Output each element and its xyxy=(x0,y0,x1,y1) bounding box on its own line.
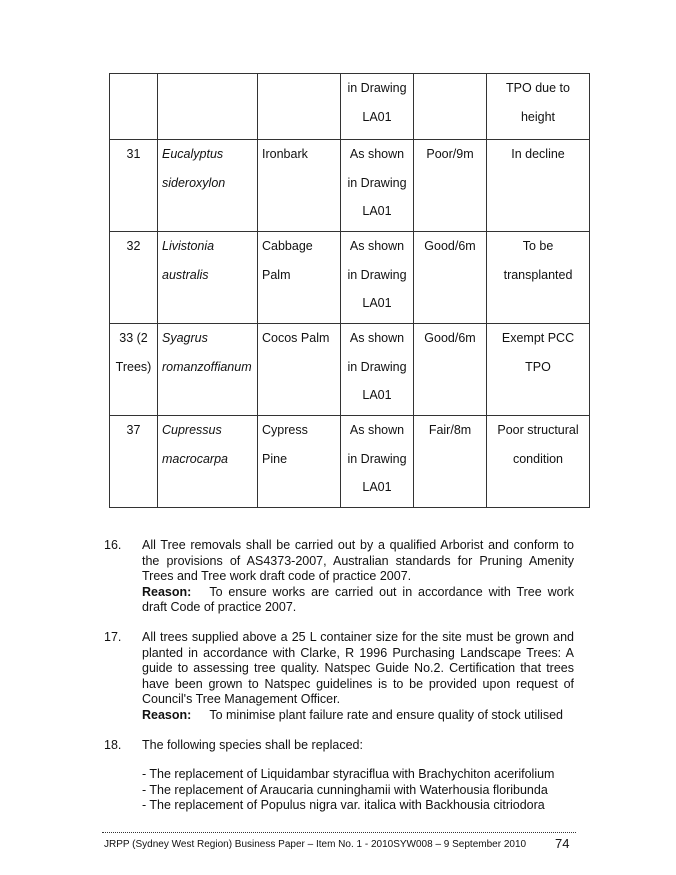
comment-cell xyxy=(487,140,590,232)
replacement-item: - The replacement of Populus nigra var. italica with Backhousia citriodora xyxy=(142,798,545,813)
location-cell xyxy=(341,140,414,232)
tree-number-cell xyxy=(110,140,158,232)
cell-text: Pine xyxy=(262,451,288,466)
reason xyxy=(142,585,574,616)
cell-text: 32 xyxy=(126,239,141,253)
reason-label: Reason: xyxy=(142,707,192,722)
cell-text: LA01 xyxy=(362,204,392,218)
condition-cell xyxy=(414,324,487,416)
cell-text: Good/6m xyxy=(424,239,476,253)
cell-text: Poor structural xyxy=(497,423,579,437)
cell-text: LA01 xyxy=(362,480,392,494)
cell-text: transplanted xyxy=(503,267,573,282)
table-row xyxy=(110,74,590,140)
table-row xyxy=(110,232,590,324)
cell-text: As shown xyxy=(349,331,405,345)
condition-cell xyxy=(414,232,487,324)
cell-text: 33 (2 xyxy=(119,331,148,345)
table-row xyxy=(110,416,590,508)
item-number: 18. xyxy=(104,737,122,752)
cell-text: in Drawing xyxy=(347,451,407,466)
cell-text: Exempt PCC xyxy=(501,331,575,345)
cell-text: romanzoffianum xyxy=(162,359,252,374)
cell-text: Eucalyptus xyxy=(162,147,224,161)
location-cell xyxy=(341,232,414,324)
cell-text: 31 xyxy=(126,147,141,161)
condition-item-17 xyxy=(104,630,574,724)
cell-text: in Drawing xyxy=(347,359,407,374)
common-name-cell xyxy=(258,74,341,140)
condition-cell xyxy=(414,416,487,508)
species-cell xyxy=(158,232,258,324)
table-row xyxy=(110,324,590,416)
cell-text: Trees) xyxy=(115,359,152,374)
comment-cell xyxy=(487,324,590,416)
replacement-item: - The replacement of Liquidambar styraciflua with Brachychiton acerifolium xyxy=(142,767,555,782)
cell-text: Syagrus xyxy=(162,331,208,345)
species-cell xyxy=(158,324,258,416)
cell-text: Fair/8m xyxy=(428,423,472,437)
cell-text: 37 xyxy=(126,423,141,437)
species-cell xyxy=(158,140,258,232)
replacement-item: - The replacement of Araucaria cunninghamii with Waterhousia floribunda xyxy=(142,782,548,797)
reason-text: To ensure works are carried out in accordance with Tree work draft Code of practice 2007. xyxy=(142,584,574,615)
tree-number-cell xyxy=(110,232,158,324)
location-cell xyxy=(341,416,414,508)
comment-cell xyxy=(487,74,590,140)
cell-text: LA01 xyxy=(362,109,392,124)
cell-text: As shown xyxy=(349,423,405,437)
common-name-cell xyxy=(258,140,341,232)
cell-text: Cypress xyxy=(262,423,308,437)
conditions-list xyxy=(104,538,574,828)
condition-cell xyxy=(414,74,487,140)
cell-text: As shown xyxy=(349,147,405,161)
cell-text: Cocos Palm xyxy=(262,331,330,345)
cell-text: To be xyxy=(522,239,554,253)
tree-table xyxy=(109,73,590,508)
common-name-cell xyxy=(258,324,341,416)
cell-text: macrocarpa xyxy=(162,451,228,466)
cell-text: Cupressus xyxy=(162,423,222,437)
cell-text: height xyxy=(520,109,556,124)
location-cell xyxy=(341,324,414,416)
reason-label: Reason: xyxy=(142,584,192,599)
footer-text: JRPP (Sydney West Region) Business Paper – Item No. 1 - 2010SYW008 – 9 September 2010 xyxy=(104,839,527,850)
cell-text: LA01 xyxy=(362,296,392,310)
cell-text: LA01 xyxy=(362,388,392,402)
item-text: All Tree removals shall be carried out by a qualified Arborist and conform to the provisions of AS4373-2007, Australian standards for Pruning Amenity Trees and Tree work draft code of practice 2007. xyxy=(142,538,574,584)
common-name-cell xyxy=(258,232,341,324)
cell-text: in Drawing xyxy=(347,267,407,282)
cell-text: Livistonia xyxy=(162,239,215,253)
reason-text: To minimise plant failure rate and ensure quality of stock utilised xyxy=(209,707,563,722)
cell-text: TPO due to xyxy=(506,81,570,95)
tree-number-cell xyxy=(110,74,158,140)
cell-text: Cabbage xyxy=(262,239,313,253)
item-number: 17. xyxy=(104,629,122,644)
table-row xyxy=(110,140,590,232)
cell-text: Good/6m xyxy=(424,331,476,345)
comment-cell xyxy=(487,232,590,324)
cell-text: in Drawing xyxy=(347,175,407,190)
tree-number-cell xyxy=(110,416,158,508)
item-text: All trees supplied above a 25 L container size for the site must be grown and planted in accordance with Clarke, R 1996 Purchasing Landscape Trees: A guide to assessing tree quality. Natspec Guide No.2. Certification that trees have been grown to Natspec guidelines is to be provided upon request of Council's Tree Management Officer. xyxy=(142,629,574,707)
location-cell xyxy=(341,74,414,140)
footer-divider xyxy=(102,832,576,833)
condition-item-16 xyxy=(104,538,574,616)
cell-text: australis xyxy=(162,267,209,282)
common-name-cell xyxy=(258,416,341,508)
cell-text: sideroxylon xyxy=(162,175,226,190)
item-text: The following species shall be replaced: xyxy=(142,737,363,752)
cell-text: condition xyxy=(512,451,564,466)
page-number: 74 xyxy=(555,836,570,851)
cell-text: As shown xyxy=(349,239,405,253)
species-cell xyxy=(158,74,258,140)
cell-text: In decline xyxy=(511,147,565,161)
species-cell xyxy=(158,416,258,508)
tree-number-cell xyxy=(110,324,158,416)
item-number: 16. xyxy=(104,538,122,552)
cell-text: TPO xyxy=(525,359,551,374)
cell-text: Ironbark xyxy=(262,147,308,161)
condition-cell xyxy=(414,140,487,232)
condition-item-18 xyxy=(104,738,574,814)
reason xyxy=(142,708,574,724)
cell-text: Palm xyxy=(262,267,291,282)
cell-text: Poor/9m xyxy=(426,147,474,161)
cell-text: in Drawing xyxy=(347,81,407,95)
comment-cell xyxy=(487,416,590,508)
